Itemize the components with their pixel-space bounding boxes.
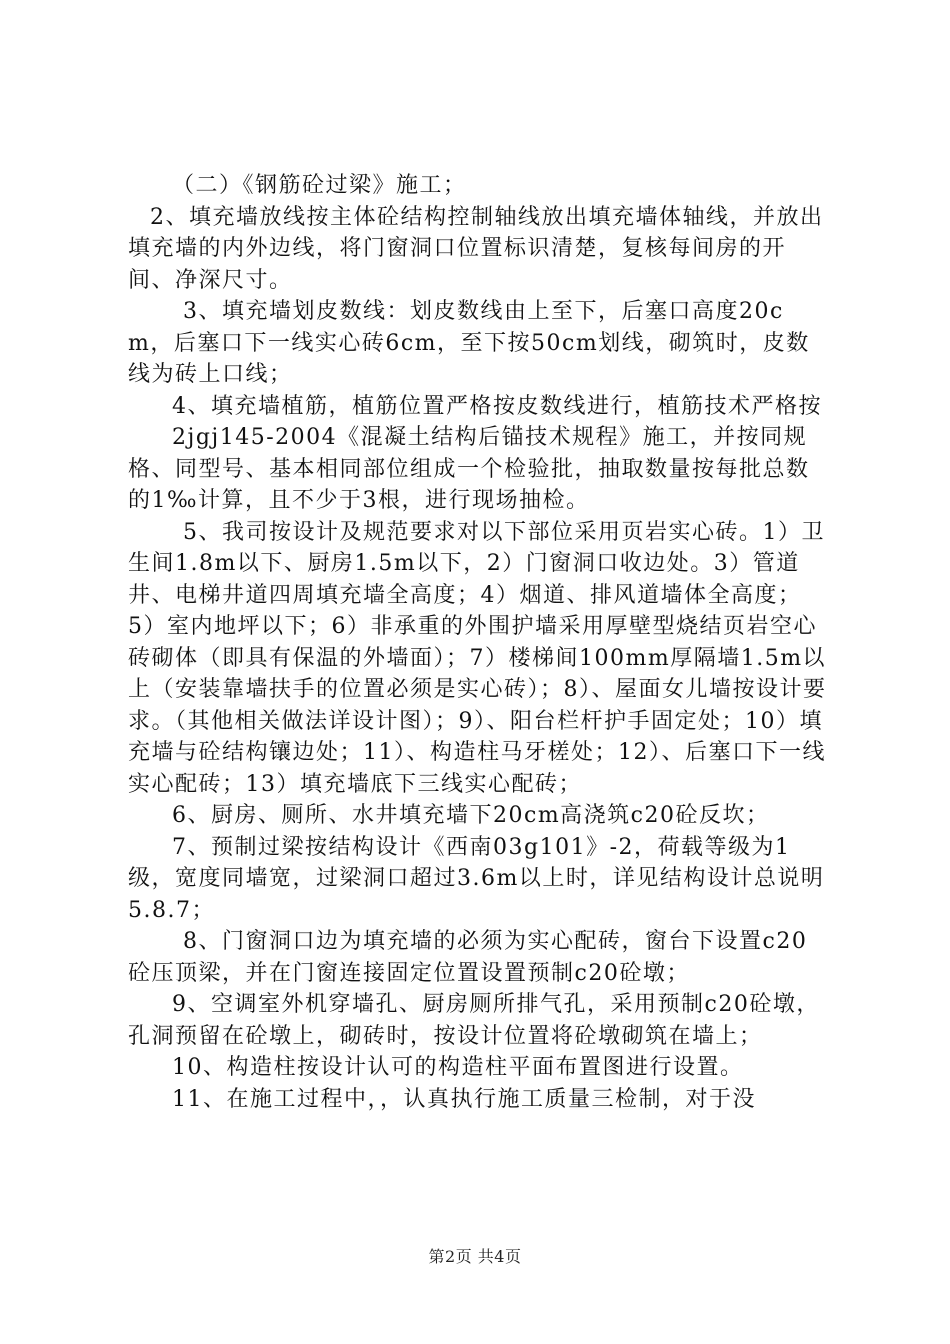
paragraph-item-9: 9、空调室外机穿墙孔、厨房厕所排气孔，采用预制c20砼墩，孔洞预留在砼墩上，砌砖时，按设计位置将砼墩砌筑在墙上； bbox=[128, 992, 820, 1049]
paragraph-item-7: 7、预制过梁按结构设计《西南03g101》-2，荷载等级为1级，宽度同墙宽，过梁洞口超过3.6m以上时，详见结构设计总说明5.8.7； bbox=[128, 834, 825, 923]
paragraph-item-8: 8、门窗洞口边为填充墙的必须为实心配砖，窗台下设置c20砼压顶梁，并在门窗连接固定位置设置预制c20砼墩； bbox=[128, 929, 808, 986]
paragraph-item-6: 6、厨房、厕所、水井填充墙下20cm高浇筑c20砼反坎； bbox=[172, 803, 770, 828]
paragraph-item-5: 5、我司按设计及规范要求对以下部位采用页岩实心砖。1）卫生间1.8m以下、厨房1.5m以下，2）门窗洞口收边处。3）管道井、电梯井道四周填充墙全高度；4）烟道、排风道墙体全高度；5）室内地坪以下；6）非承重的外围护墙采用厚壁型烧结页岩空心砖砌体（即具有保温的外墙面）；7）楼梯间100mm厚隔墙1.5m以上（安装靠墙扶手的位置必须是实心砖）；8）、屋面女儿墙按设计要求。（其他相关做法详设计图）；9）、阳台栏杆护手固定处；10）填充墙与砼结构镶边处；11）、构造柱马牙槎处；12）、后塞口下一线实心配砖；13）填充墙底下三线实心配砖； bbox=[128, 519, 827, 797]
paragraph-item-4: 4、填充墙植筋，植筋位置严格按皮数线进行，植筋技术严格按 bbox=[172, 393, 822, 419]
paragraph-item-4-continued: 2jgj145-2004《混凝土结构后锚技术规程》施工，并按同规格、同型号、基本相同部位组成一个检验批，抽取数量按每批总数的1‰计算，且不少于3根，进行现场抽检。 bbox=[128, 425, 810, 513]
paragraph-item-10: 10、构造柱按设计认可的构造柱平面布置图进行设置。 bbox=[172, 1055, 744, 1080]
paragraph-item-2: 2、填充墙放线按主体砼结构控制轴线放出填充墙体轴线，并放出填充墙的内外边线，将门窗洞口位置标识清楚，复核每间房的开间、净深尺寸。 bbox=[128, 204, 824, 293]
page-number-footer: 第2页 共4页 bbox=[428, 1247, 522, 1266]
paragraph-section-heading: （二）《钢筋砼过梁》施工； bbox=[172, 173, 467, 198]
paragraph-item-3: 3、填充墙划皮数线：划皮数线由上至下，后塞口高度20cm，后塞口下一线实心砖6cm，至下按50cm划线，砌筑时，皮数线为砖上口线； bbox=[128, 299, 810, 387]
paragraph-item-11: 11、在施工过程中，，认真执行施工质量三检制，对于没 bbox=[172, 1086, 756, 1112]
document-body bbox=[128, 170, 828, 1115]
